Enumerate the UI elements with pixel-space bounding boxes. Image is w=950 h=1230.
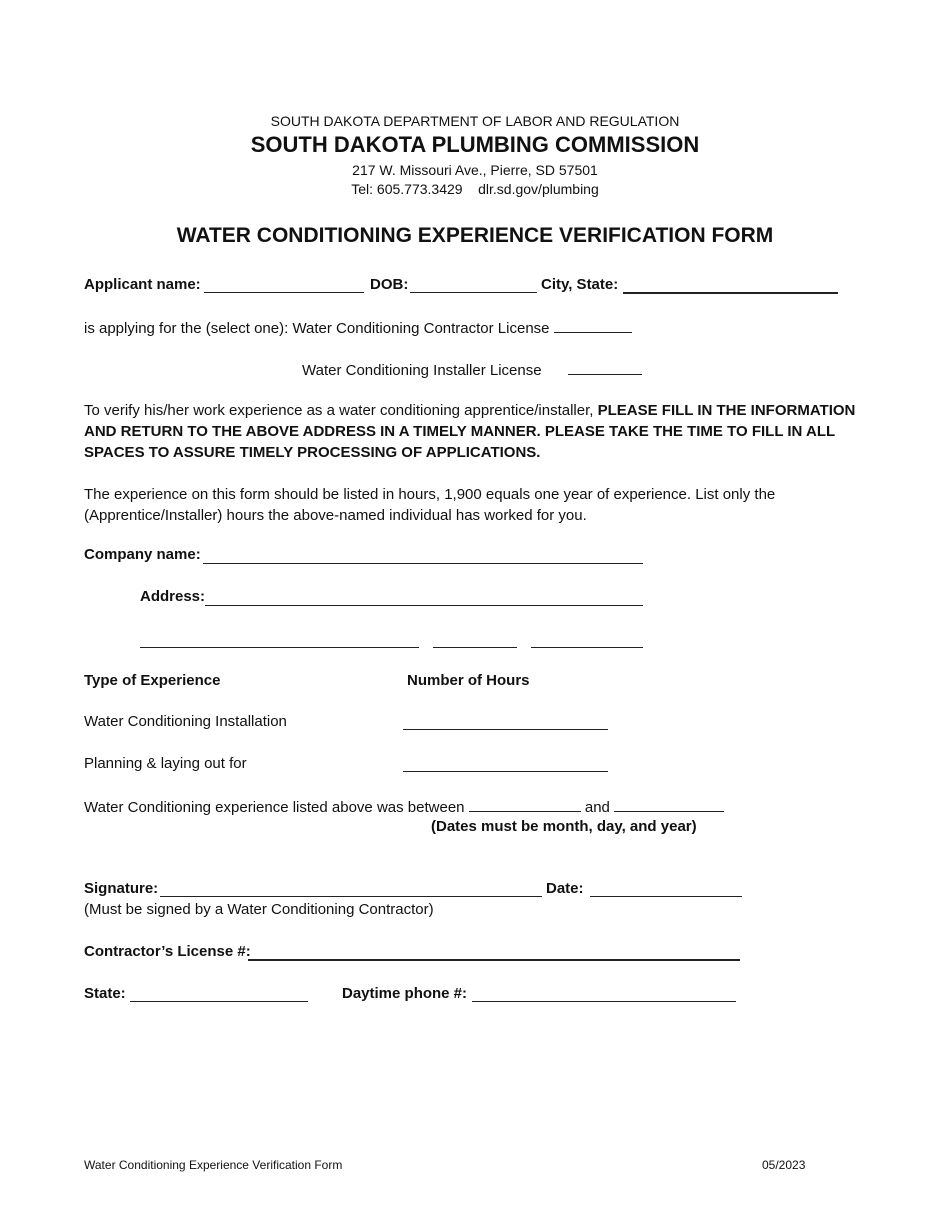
start-date-field[interactable] [469, 797, 581, 812]
signature-label: Signature: [84, 880, 159, 897]
address-zip-field[interactable] [531, 647, 643, 648]
footer-form-name: Water Conditioning Experience Verification Form [84, 1158, 343, 1172]
hours-note: The experience on this form should be listed in hours, 1,900 equals one year of experience. List only the (Apprentice/Installer) hours the above-named individual has worked for you. [84, 486, 776, 524]
contractor-license-label: Contractor’s License #: [84, 943, 251, 960]
date-field[interactable] [590, 896, 742, 897]
between-and: and [584, 799, 610, 816]
date-label: Date: [546, 880, 584, 897]
experience-row-installation: Water Conditioning Installation [84, 713, 287, 730]
installer-license-blank[interactable] [568, 360, 642, 375]
address-city-field[interactable] [140, 647, 419, 648]
commission-address: 217 W. Missouri Ave., Pierre, SD 57501 [352, 162, 598, 178]
form-title: WATER CONDITIONING EXPERIENCE VERIFICATION FORM [176, 224, 774, 247]
installer-license-option [302, 360, 642, 379]
state-label: State: [84, 985, 126, 1002]
applicant-name-label: Applicant name: [84, 276, 201, 293]
daytime-phone-label: Daytime phone #: [342, 985, 468, 1002]
applicant-name-field[interactable] [204, 292, 364, 293]
instructions-text: To verify his/her work experience as a water conditioning apprentice/installer, [84, 402, 594, 419]
contractor-license-blank[interactable] [554, 318, 632, 333]
dates-note: (Dates must be month, day, and year) [431, 818, 697, 835]
installer-license-label: Water Conditioning Installer License [302, 362, 542, 379]
between-prefix: Water Conditioning experience listed above was between [84, 799, 465, 816]
commission-name: SOUTH DAKOTA PLUMBING COMMISSION [250, 132, 700, 157]
dob-label: DOB: [370, 276, 409, 293]
instructions-emphasis: PLEASE FILL IN THE INFORMATION AND RETURN TO THE ABOVE ADDRESS IN A TIMELY MANNER. PLEASE TAKE THE TIME TO FILL IN ALL SPACES TO ASSURE TIMELY PROCESSING OF APPLICATIONS. [84, 402, 856, 461]
address-state-field[interactable] [433, 647, 517, 648]
instructions-paragraph [84, 400, 864, 463]
dob-field[interactable] [410, 292, 537, 293]
contractor-license-option [84, 318, 632, 337]
commission-contact [0, 181, 950, 197]
address-label: Address: [140, 588, 206, 605]
contractor-license-field[interactable] [248, 959, 740, 961]
city-state-label: City, State: [541, 276, 619, 293]
type-of-experience-header: Type of Experience [84, 672, 221, 689]
signature-field[interactable] [160, 896, 542, 897]
license-select-intro: is applying for the (select one): Water Conditioning Contractor License [84, 320, 550, 337]
number-of-hours-header: Number of Hours [407, 672, 530, 689]
department-name: SOUTH DAKOTA DEPARTMENT OF LABOR AND REGULATION [270, 113, 680, 129]
footer-revision-date: 05/2023 [762, 1158, 806, 1172]
state-field[interactable] [130, 1001, 308, 1002]
website-link: dlr.sd.gov/plumbing [478, 181, 599, 197]
experience-row-planning: Planning & laying out for [84, 755, 247, 772]
city-state-field[interactable] [623, 292, 838, 294]
company-name-label: Company name: [84, 546, 201, 563]
installation-hours-field[interactable] [403, 729, 608, 730]
planning-hours-field[interactable] [403, 771, 608, 772]
address-field[interactable] [205, 605, 643, 606]
daytime-phone-field[interactable] [472, 1001, 736, 1002]
experience-dates-line [84, 797, 724, 816]
end-date-field[interactable] [614, 797, 724, 812]
signature-note: (Must be signed by a Water Conditioning Contractor) [84, 901, 434, 918]
telephone: Tel: 605.773.3429 [351, 181, 463, 197]
company-name-field[interactable] [203, 563, 643, 564]
